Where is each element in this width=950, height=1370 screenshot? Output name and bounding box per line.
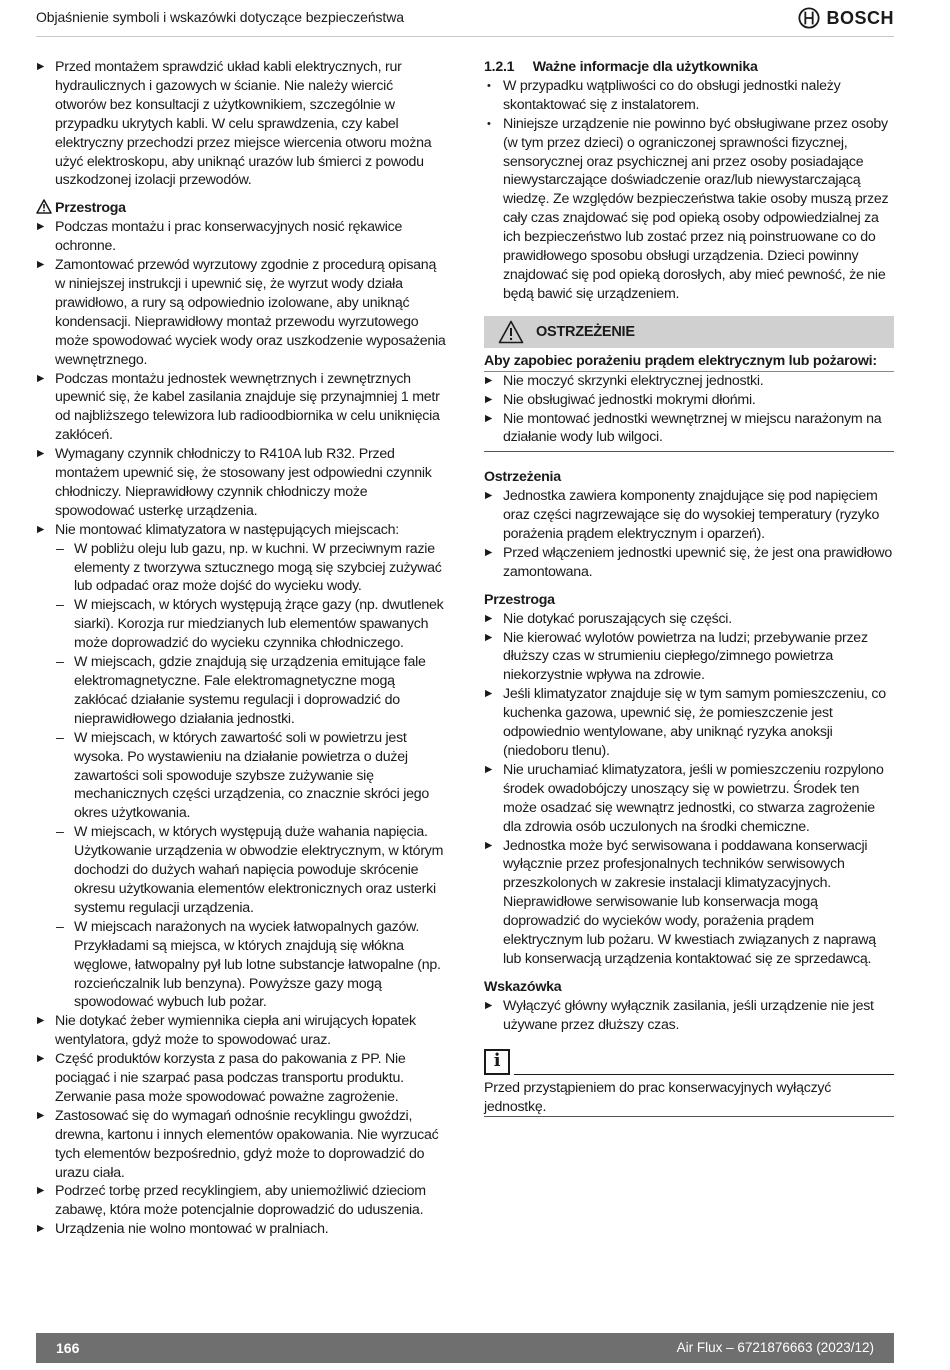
list-item: ▶ Jednostka zawiera komponenty znajdujące się pod napięciem oraz części nagrzewające się do wysokiej temperatury (ryzyko porażenia prądem elektrycznym i oparzeń). [484,487,894,544]
list-item: ▶ Nie montować jednostki wewnętrznej w miejscu narażonym na działanie wody lub wilgoci. [484,410,894,448]
list-item: ▶ Nie kierować wylotów powietrza na ludzi; przebywanie przez dłuższy czas w strumieniu ciepłego/zimnego powietrza niekorzystnie wpływa na zdrowie. [484,629,894,686]
page-footer [36,1333,894,1363]
sub-list-item: – W miejscach, gdzie znajdują się urządzenia emitujące fale elektromagnetyczne. Fale elektromagnetyczne mogą zakłócać działanie systemu regulacji i doprowadzić do nieprawidłowego działania jednostki. [36,653,446,729]
sub-list-item: – W miejscach, w których zawartość soli w powietrzu jest wysoka. Po wystawieniu na działanie powietrza o dużej zawartości soli spowoduje szybsze zużywanie się mechanicznych części urządzenia, co znacznie skróci jego okres użytkowania. [36,729,446,824]
caution-heading-text: Przestroga [55,200,126,217]
list-item: ▶ Podczas montażu i prac konserwacyjnych nosić rękawice ochronne. [36,218,446,256]
caution-heading [36,199,446,218]
list-item: • W przypadku wątpliwości co do obsługi jednostki należy skontaktować się z instalatorem. [484,77,894,115]
sub-list-item: – W miejscach, w których występują duże wahania napięcia. Użytkowanie urządzenia w obwodzie elektrycznym, w którym dochodzi do dużych wahań napięcia powoduje skrócenie okresu użytkowania elementów elektronicznych oraz usterki systemu regulacji urządzenia. [36,823,446,918]
list-item: ▶ Przed montażem sprawdzić układ kabli elektrycznych, rur hydraulicznych i gazowych w ścianie. Nie należy wiercić otworów bez konsultacji z użytkownikiem, szczególnie w przypadku ukrytych kabli. W celu sprawdzenia, czy kabel elektryczny przechodzi przez miejsce wiercenia otworu można użyć elektroskopu, aby uniknąć urazów lub śmierci z powodu uszkodzonej izolacji przewodów. [36,58,446,190]
document-reference: Air Flux – 6721876663 (2023/12) [676,1340,874,1355]
list-item: ▶ Przed włączeniem jednostki upewnić się, że jest ona prawidłowo zamontowana. [484,544,894,582]
info-text: Przed przystąpieniem do prac konserwacyjnych wyłączyć jednostkę. [484,1079,832,1115]
list-item: ▶ Nie montować klimatyzatora w następujących miejscach: [36,521,446,540]
list-item: ▶ Nie dotykać żeber wymiennika ciepła ani wirujących łopatek wentylatora, gdyż może to spowodować uraz. [36,1012,446,1050]
list-item: ▶ Nie uruchamiać klimatyzatora, jeśli w pomieszczeniu rozpylono środek owadobójczy unoszący się w powietrzu. Środek ten może osadzać się wewnątrz jednostki, co stwarza zagrożenie dla zdrowia osób uczulonych na środki chemiczne. [484,761,894,837]
warning-label: OSTRZEŻENIE [536,323,635,340]
list-item: ▶ Nie obsługiwać jednostki mokrymi dłońmi. [484,391,894,410]
info-notice [484,1049,894,1079]
sub-list-item: – W pobliżu oleju lub gazu, np. w kuchni. W przeciwnym razie elementy z tworzywa sztucznego mogą się szybciej zużywać lub odpadać oraz może dojść do wycieku wody. [36,540,446,597]
list-item: ▶ Wyłączyć główny wyłącznik zasilania, jeśli urządzenie nie jest używane przez dłuższy czas. [484,997,894,1035]
list-item: ▶ Urządzenia nie wolno montować w pralniach. [36,1220,446,1239]
list-item: ▶ Nie dotykać poruszających się części. [484,610,894,629]
divider [484,1116,894,1117]
list-item: ▶ Podrzeć torbę przed recyklingiem, aby uniemożliwić dzieciom zabawę, która może potencjalnie doprowadzić do uduszenia. [36,1182,446,1220]
divider [514,1074,894,1075]
warnings-heading: Ostrzeżenia [484,469,561,486]
warning-triangle-icon [498,320,524,344]
list-item: ▶ Wymagany czynnik chłodniczy to R410A lub R32. Przed montażem upewnić się, że stosowany jest odpowiedni czynnik chłodniczy. Nieprawidłowy czynnik chłodniczy może spowodować usterkę urządzenia. [36,445,446,521]
bosch-logo [798,7,894,29]
bosch-logo-icon [798,7,820,29]
right-column [484,58,894,1117]
list-item: ▶ Część produktów korzysta z pasa do pakowania z PP. Nie pociągać i nie szarpać pasa podczas transportu produktu. Zerwanie pasa może spowodować poważne zagrożenie. [36,1050,446,1107]
warning-banner [484,316,894,348]
info-icon: i [484,1049,510,1075]
page-number: 166 [56,1340,80,1356]
sub-list-item: – W miejscach, w których występują żrące gazy (np. dwutlenek siarki). Korozja rur miedzianych lub elementów spawanych może doprowadzić do wycieku czynnika chłodniczego. [36,596,446,653]
list-item: ▶ Jeśli klimatyzator znajduje się w tym samym pomieszczeniu, co kuchenka gazowa, upewnić się, że pomieszczenie jest odpowiednio wentylowane, aby uniknąć ryzyka anoksji (niedoboru tlenu). [484,685,894,761]
header-divider [36,36,894,37]
list-item: ▶ Podczas montażu jednostek wewnętrznych i zewnętrznych upewnić się, że kabel zasilania znajduje się przynajmniej 1 metr od najbliższego telewizora lub radioodbiornika w celu uniknięcia zakłóceń. [36,370,446,446]
caution-heading: Przestroga [484,591,555,608]
left-column [36,58,446,1239]
brand-name: BOSCH [826,7,894,28]
list-item: ▶ Nie moczyć skrzynki elektrycznej jednostki. [484,372,894,391]
hint-heading: Wskazówka [484,978,562,995]
section-number: 1.2.1 [484,59,515,75]
section-title: Ważne informacje dla użytkownika [532,59,758,75]
list-item: ▶ Jednostka może być serwisowana i poddawana konserwacji wyłącznie przez profesjonalnych techników serwisowych przeszkolonych w zakresie instalacji klimatyzacyjnych. Nieprawidłowe serwisowanie lub konserwacja mogą doprowadzić do wycieków wody, porażenia prądem elektrycznym lub pożaru. W kwestiach związanych z naprawą lub konserwacją urządzenia kontaktować się ze sprzedawcą. [484,837,894,969]
list-item: • Niniejsze urządzenie nie powinno być obsługiwane przez osoby (w tym przez dzieci) o ograniczonej sprawności fizycznej, sensorycznej oraz psychicznej ani przez osoby posiadające niewystarczające doświadczenie oraz/lub niewystarczającą wiedzę. Ze względów bezpieczeństwa takie osoby muszą przez cały czas znajdować się pod opieką osoby odpowiedzialnej za ich bezpieczeństwo lub zostać przez nią poinstruowane co do prawidłowego sposobu obsługi urządzenia. Dzieci powinny znajdować się pod opieką dorosłych, aby mieć pewność, że nie będą bawić się urządzeniem. [484,115,894,304]
sub-list-item: – W miejscach narażonych na wyciek łatwopalnych gazów. Przykładami są miejsca, w których znajdują się włókna węglowe, łatwopalny pył lub lotne substancje łatwopalne (np. rozcieńczalnik lub benzyna). Powyższe gazy mogą spowodować wybuch lub pożar. [36,918,446,1013]
section-heading [484,58,894,77]
page-header-title: Objaśnienie symboli i wskazówki dotyczące bezpieczeństwa [36,9,404,25]
list-item: ▶ Zastosować się do wymagań odnośnie recyklingu gwoździ, drewna, kartonu i innych elementów opakowania. Nie wyrzucać tych elementów bezpośrednio, gdyż może to doprowadzić do urazu ciała. [36,1107,446,1183]
warning-triangle-icon [36,199,52,214]
warning-subheading: Aby zapobiec porażeniu prądem elektrycznym lub pożarowi: [484,352,877,369]
list-item: ▶ Zamontować przewód wyrzutowy zgodnie z procedurą opisaną w niniejszej instrukcji i upewnić się, że wyrzut wody działa prawidłowo, a rury są odpowiednio izolowane, aby uniknąć kondensacji. Nieprawidłowy montaż przewodu wyrzutowego może spowodować wyciek wody oraz uszkodzenie wyposażenia wewnętrznego. [36,256,446,369]
